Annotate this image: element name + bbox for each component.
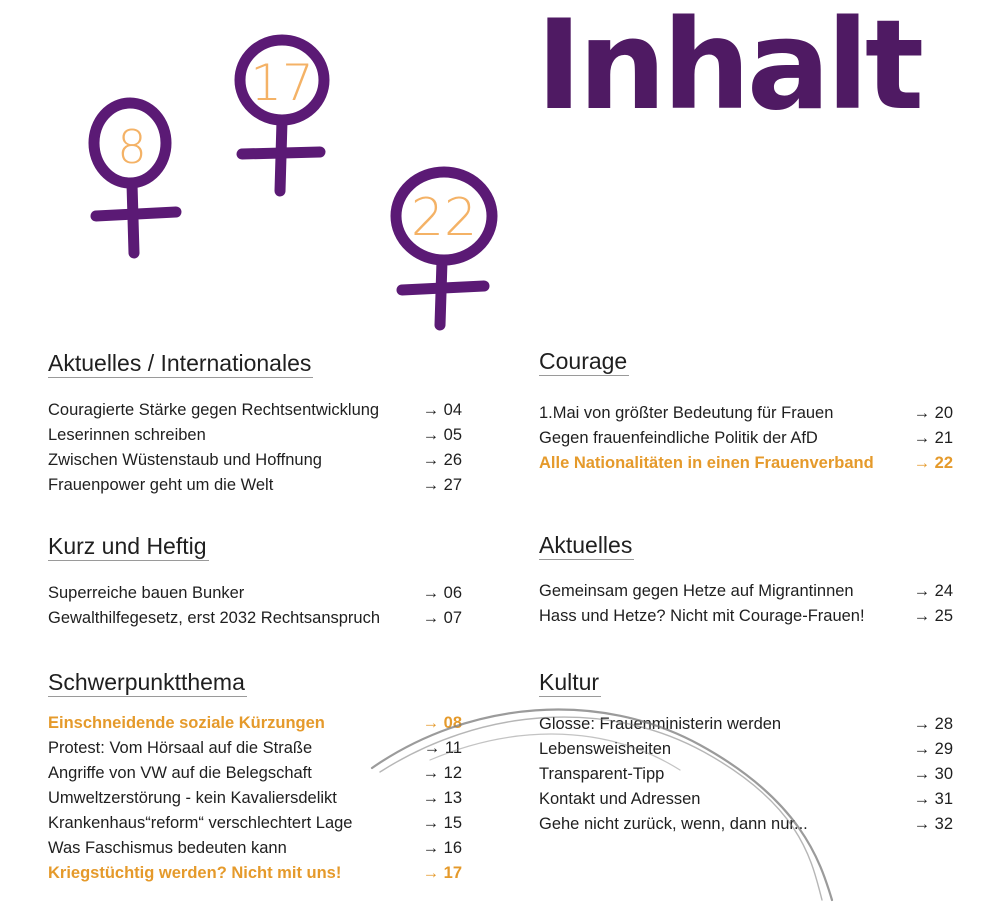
entry-title: Gemeinsam gegen Hetze auf Migrantinnen — [539, 582, 854, 600]
entry-title: Alle Nationalitäten in einen Frauenverband — [539, 454, 874, 472]
toc-entry[interactable] — [48, 398, 462, 423]
entry-title: Krankenhaus“reform“ verschlechtert Lage — [48, 814, 353, 832]
toc-entry[interactable] — [48, 836, 462, 861]
entry-title: Gegen frauenfeindliche Politik der AfD — [539, 429, 818, 447]
entry-page: → 13 — [422, 789, 462, 807]
toc-entry[interactable] — [48, 606, 462, 631]
entry-page: → 21 — [913, 429, 953, 447]
toc-entry[interactable] — [48, 581, 462, 606]
toc-entry[interactable] — [539, 604, 953, 629]
section-heading: Aktuelles — [539, 532, 634, 560]
entry-title: Kriegstüchtig werden? Nicht mit uns! — [48, 864, 342, 882]
entry-title: Zwischen Wüstenstaub und Hoffnung — [48, 451, 322, 469]
entry-title: Angriffe von VW auf die Belegschaft — [48, 764, 312, 782]
entry-page: → 11 — [423, 739, 462, 757]
entry-title: Gehe nicht zurück, wenn, dann nur... — [539, 815, 808, 833]
entry-title: Lebensweisheiten — [539, 740, 672, 758]
section-aktuelles — [539, 532, 953, 625]
entry-title: Kontakt und Adressen — [539, 790, 701, 808]
entry-title: Hass und Hetze? Nicht mit Courage-Frauen! — [539, 607, 865, 625]
toc-entry[interactable] — [539, 737, 953, 762]
section-heading: Aktuelles / Internationales — [48, 350, 313, 378]
section-heading: Kultur — [539, 669, 601, 697]
toc-entry[interactable] — [539, 812, 953, 837]
section-aktuelles-internationales — [48, 350, 462, 494]
entry-page: → 32 — [913, 815, 953, 833]
entry-title: Transparent-Tipp — [539, 765, 665, 783]
venus-symbol-22 — [384, 160, 504, 335]
toc-entry[interactable] — [48, 736, 462, 761]
entry-page: → 07 — [422, 609, 462, 627]
toc-entry-highlighted[interactable] — [48, 711, 462, 736]
toc-entry-highlighted[interactable] — [48, 861, 462, 886]
symbol-number: 8 — [117, 120, 147, 174]
section-heading: Schwerpunktthema — [48, 669, 247, 697]
toc-entry[interactable] — [48, 786, 462, 811]
entry-title: Gewalthilfegesetz, erst 2032 Rechtsanspruch — [48, 609, 381, 627]
entry-page: → 27 — [422, 476, 462, 494]
entry-page: → 20 — [913, 404, 953, 422]
toc-entry[interactable] — [48, 811, 462, 836]
page-title: Inhalt — [536, 0, 921, 138]
entry-page: → 31 — [913, 790, 953, 808]
entry-page: → 05 — [422, 426, 462, 444]
section-heading: Kurz und Heftig — [48, 533, 209, 561]
toc-entry-highlighted[interactable] — [539, 451, 953, 476]
section-courage — [539, 348, 953, 472]
entry-page: → 30 — [913, 765, 953, 783]
venus-symbol-17 — [222, 26, 342, 201]
entry-page: → 29 — [913, 740, 953, 758]
toc-entry[interactable] — [539, 712, 953, 737]
symbol-number: 17 — [250, 54, 314, 112]
toc-entry[interactable] — [539, 401, 953, 426]
toc-entry[interactable] — [48, 761, 462, 786]
entry-page: → 22 — [913, 454, 953, 472]
venus-symbol-icon — [72, 88, 192, 263]
entry-title: Protest: Vom Hörsaal auf die Straße — [48, 739, 313, 757]
entry-page: → 08 — [422, 714, 462, 732]
venus-symbol-8 — [72, 88, 192, 263]
section-heading: Courage — [539, 348, 629, 376]
entry-page: → 26 — [422, 451, 462, 469]
entry-title: Einschneidende soziale Kürzungen — [48, 714, 325, 732]
toc-entry[interactable] — [48, 448, 462, 473]
toc-entry[interactable] — [539, 762, 953, 787]
toc-entry[interactable] — [539, 787, 953, 812]
entry-page: → 06 — [422, 584, 462, 602]
entry-page: → 17 — [422, 864, 462, 882]
symbol-number: 22 — [410, 188, 478, 248]
entry-title: Leserinnen schreiben — [48, 426, 206, 444]
section-schwerpunktthema — [48, 669, 462, 882]
entry-page: → 25 — [913, 607, 953, 625]
entry-title: Glosse: Frauenministerin werden — [539, 715, 782, 733]
entry-title: Superreiche bauen Bunker — [48, 584, 245, 602]
entry-title: Umweltzerstörung - kein Kavaliersdelikt — [48, 789, 337, 807]
toc-entry[interactable] — [48, 423, 462, 448]
toc-entry[interactable] — [48, 473, 462, 498]
entry-title: Frauenpower geht um die Welt — [48, 476, 274, 494]
entry-page: → 15 — [422, 814, 462, 832]
entry-title: Couragierte Stärke gegen Rechtsentwicklung — [48, 401, 380, 419]
section-kurz-und-heftig — [48, 533, 462, 627]
section-kultur — [539, 669, 953, 833]
toc-entry[interactable] — [539, 579, 953, 604]
entry-page: → 16 — [422, 839, 462, 857]
entry-title: Was Faschismus bedeuten kann — [48, 839, 287, 857]
entry-page: → 12 — [422, 764, 462, 782]
entry-title: 1.Mai von größter Bedeutung für Frauen — [539, 404, 834, 422]
entry-page: → 24 — [913, 582, 953, 600]
toc-entry[interactable] — [539, 426, 953, 451]
entry-page: → 28 — [913, 715, 953, 733]
entry-page: → 04 — [422, 401, 462, 419]
venus-symbol-icon — [222, 26, 342, 201]
